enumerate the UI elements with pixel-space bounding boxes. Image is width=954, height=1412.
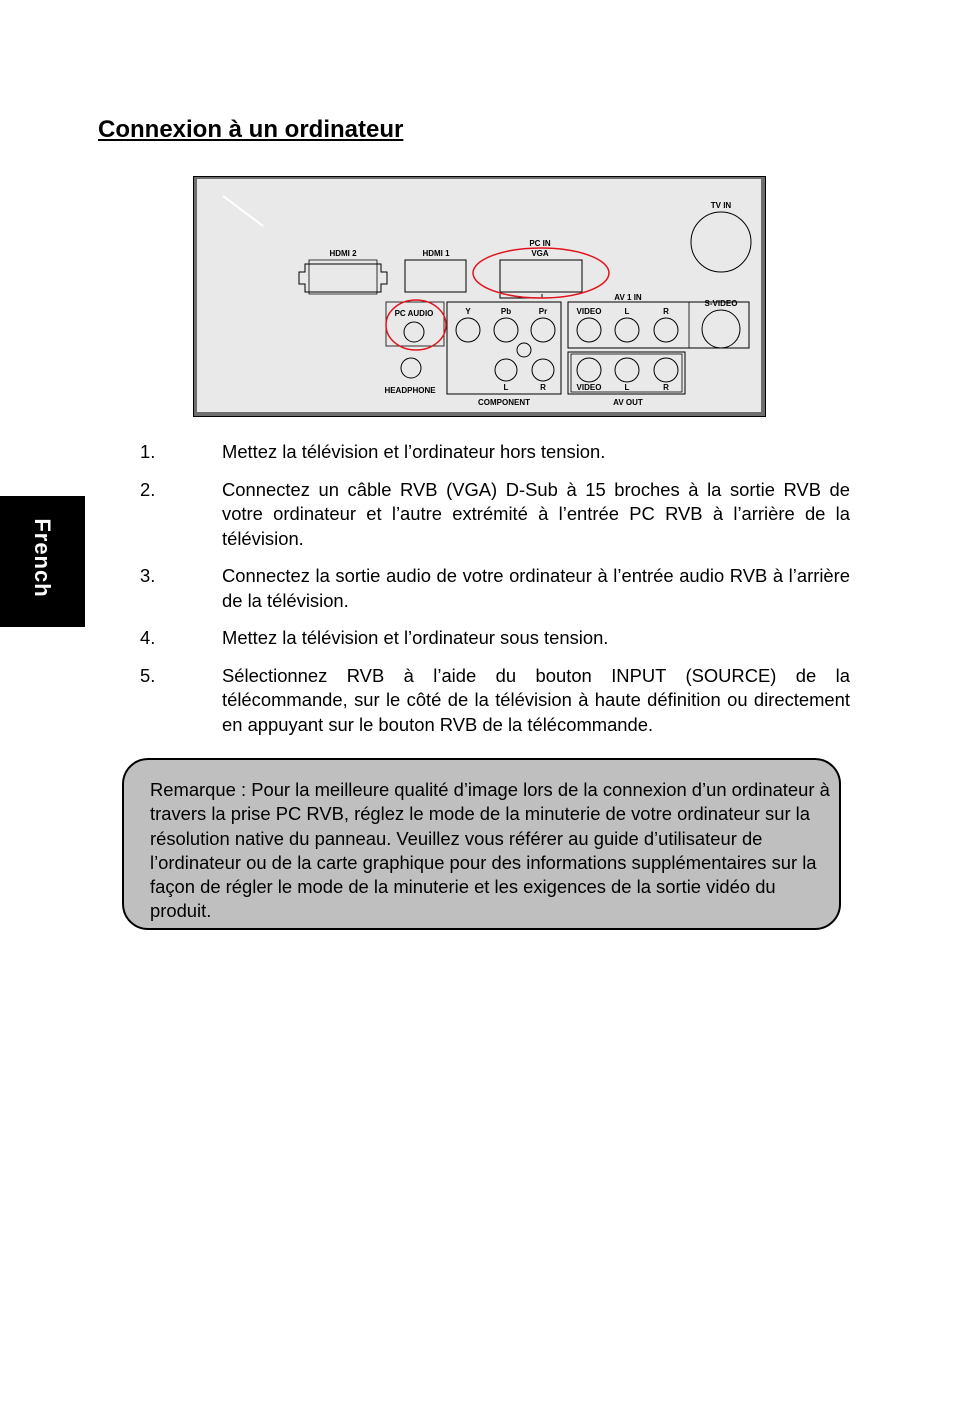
component-r-port xyxy=(532,359,554,381)
component-pb-port xyxy=(494,318,518,342)
av1-video-label: VIDEO xyxy=(576,307,602,316)
step-item xyxy=(140,664,850,738)
s-video-port xyxy=(702,310,740,348)
rear-panel-diagram xyxy=(193,176,766,417)
tv-in-label: TV IN xyxy=(710,201,732,210)
av-out-r-port xyxy=(654,358,678,382)
av-out-label: AV OUT xyxy=(613,398,643,407)
note-text: Remarque : Pour la meilleure qualité d’image lors de la connexion d’un ordinateur à travers la prise PC RVB, réglez le mode de la minuterie de votre ordinateur sur la résolution native du panneau. Veuillez vous référer au guide d’utilisateur de l’ordinateur ou de la carte graphique pour des informations supplémentaires sur la façon de régler le mode de la minuterie et les exigences de la sortie vidéo du produit. xyxy=(150,779,830,922)
av-out-video-label: VIDEO xyxy=(576,383,602,392)
av1-l-port xyxy=(615,318,639,342)
language-side-tab xyxy=(0,496,85,627)
headphone-label: HEADPHONE xyxy=(384,386,436,395)
step-item xyxy=(140,478,850,552)
av1-r-port xyxy=(654,318,678,342)
vga-label: VGA xyxy=(531,249,549,258)
step-number: 2. xyxy=(140,478,156,500)
step-item xyxy=(140,626,850,651)
step-number: 4. xyxy=(140,627,156,648)
component-l-label: L xyxy=(503,383,509,392)
tv-in-port xyxy=(691,212,751,272)
step-text: Mettez la télévision et l’ordinateur hors tension. xyxy=(222,441,606,462)
step-text: Connectez la sortie audio de votre ordinateur à l’entrée audio RVB à l’arrière de la télévision. xyxy=(222,565,850,611)
av-out-r-label: R xyxy=(663,383,669,392)
component-pr-port xyxy=(531,318,555,342)
panel-surface xyxy=(197,179,761,412)
step-item xyxy=(140,564,850,613)
av1-video-port xyxy=(577,318,601,342)
av1-l-label: L xyxy=(624,307,630,316)
s-video-label: S-VIDEO xyxy=(704,299,738,308)
pc-audio-port xyxy=(404,322,424,342)
step-item xyxy=(140,440,850,465)
component-y-port xyxy=(456,318,480,342)
pc-in-label: PC IN xyxy=(529,239,551,248)
av1-r-label: R xyxy=(663,307,669,316)
step-number: 5. xyxy=(140,664,156,686)
instruction-steps xyxy=(140,440,850,750)
hdmi2-label: HDMI 2 xyxy=(329,249,357,258)
component-pb-label: Pb xyxy=(500,307,512,316)
page-title: Connexion à un ordinateur xyxy=(98,116,404,143)
component-y-label: Y xyxy=(465,307,471,316)
hdmi2-port xyxy=(299,264,387,292)
component-label: COMPONENT xyxy=(478,398,530,407)
tv-rear-panel-figure xyxy=(193,176,766,417)
vga-port xyxy=(500,260,582,292)
pc-audio-label: PC AUDIO xyxy=(394,309,434,318)
hdmi1-label: HDMI 1 xyxy=(422,249,450,258)
step-text: Connectez un câble RVB (VGA) D-Sub à 15 broches à la sortie RVB de votre ordinateur et l’autre extrémité à l’entrée PC RVB à l’arrière de la télévision. xyxy=(222,478,850,549)
step-number: 1. xyxy=(140,441,156,462)
component-l-port xyxy=(495,359,517,381)
component-r-label: R xyxy=(540,383,546,392)
component-pr-label: Pr xyxy=(538,307,548,316)
headphone-port xyxy=(401,358,421,378)
av-out-l-label: L xyxy=(624,383,630,392)
language-tab-label: French xyxy=(30,518,55,598)
av-out-video-port xyxy=(577,358,601,382)
component-center-port xyxy=(517,343,531,357)
step-text: Sélectionnez RVB à l’aide du bouton INPUT (SOURCE) de la télécommande, sur le côté de la télévision à haute définition ou directement en appuyant sur le bouton RVB de la télécommande. xyxy=(222,664,850,735)
step-text: Mettez la télévision et l’ordinateur sous tension. xyxy=(222,627,609,648)
note-box xyxy=(122,758,841,930)
hdmi1-port xyxy=(405,260,466,292)
step-number: 3. xyxy=(140,565,156,586)
av-out-l-port xyxy=(615,358,639,382)
av1-in-label: AV 1 IN xyxy=(614,293,642,302)
